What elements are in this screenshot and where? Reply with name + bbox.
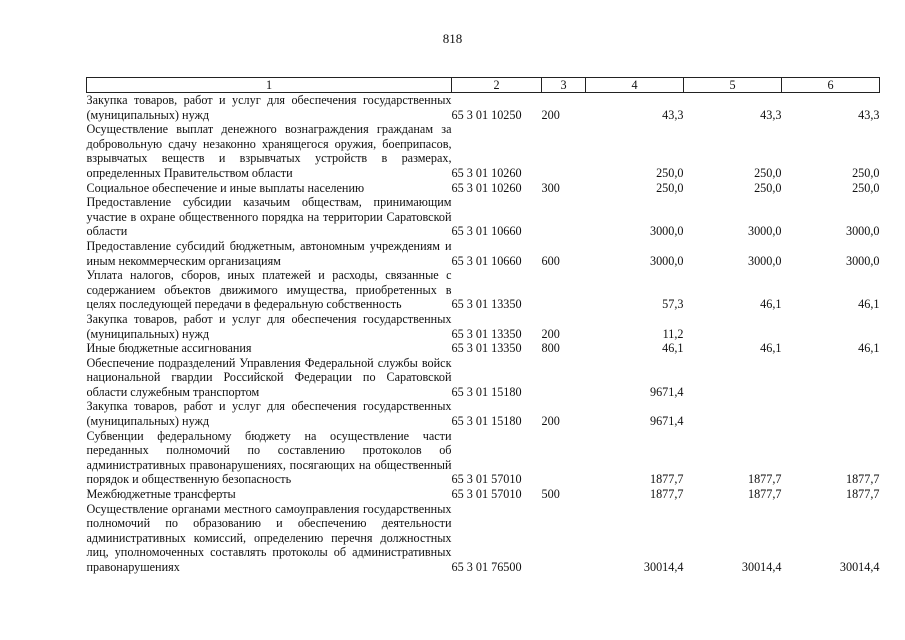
- amount-year3-cell: 46,1: [858, 341, 880, 356]
- amount-year3-cell: [782, 356, 880, 400]
- amount-year1-cell: 9671,4: [649, 414, 684, 429]
- amount-year3-cell: 3000,0: [845, 224, 880, 239]
- row-name-cell: Иные бюджетные ассигнования: [86, 341, 252, 356]
- expense-type-cell: 500: [541, 487, 560, 502]
- expense-type-cell: [542, 195, 586, 239]
- row-name-cell: Осуществление органами местного самоуправления государственных полномочий по образованию и обеспечению деятельности административных комиссий, определению перечня должностных лиц, уполномоченных составлять протоколы об административных правонарушениях: [86, 501, 452, 574]
- row-name-cell: Осуществление выплат денежного вознаграждения гражданам за добровольную сдачу незаконно хранящегося оружия, боеприпасов, взрывчатых веществ и взрывчатых устройств в размерах, определенных Правительством области: [86, 122, 452, 180]
- row-name-cell: Субвенции федеральному бюджету на осуществление части переданных полномочий по составлению протоколов об административных правонарушениях, посягающих на общественный порядок и общественную безопасность: [86, 428, 452, 487]
- expense-type-cell: 200: [541, 107, 560, 122]
- amount-year3-cell: 30014,4: [839, 560, 880, 574]
- amount-year2-cell: [684, 312, 782, 341]
- row-name-cell: Предоставление субсидии казачьим обществам, принимающим участие в охране общественного порядка на территории Саратовской области: [86, 195, 452, 239]
- amount-year1-cell: 30014,4: [643, 560, 684, 574]
- target-code-cell: 65 3 01 10660: [451, 253, 522, 268]
- target-code-cell: 65 3 01 57010: [451, 472, 522, 487]
- amount-year1-cell: 3000,0: [649, 253, 684, 268]
- amount-year2-cell: 250,0: [754, 165, 782, 180]
- table-row: [87, 239, 880, 268]
- amount-year3-cell: 250,0: [852, 180, 880, 195]
- amount-year3-cell: 1877,7: [845, 487, 880, 502]
- column-header: 1: [87, 78, 452, 93]
- row-name-cell: Межбюджетные трансферты: [86, 487, 236, 502]
- table-row: [87, 93, 880, 123]
- target-code-cell: 65 3 01 10660: [451, 224, 522, 239]
- amount-year2-cell: 46,1: [760, 341, 782, 356]
- amount-year2-cell: 30014,4: [741, 560, 782, 574]
- table-row: [87, 429, 880, 487]
- amount-year3-cell: 46,1: [858, 297, 880, 312]
- amount-year1-cell: 46,1: [662, 341, 684, 356]
- amount-year2-cell: 3000,0: [747, 253, 782, 268]
- row-name-cell: Закупка товаров, работ и услуг для обеспечения государственных (муниципальных) нужд: [86, 311, 452, 341]
- amount-year1-cell: 250,0: [656, 165, 684, 180]
- amount-year1-cell: 1877,7: [649, 487, 684, 502]
- row-name-cell: Закупка товаров, работ и услуг для обеспечения государственных (муниципальных) нужд: [86, 93, 452, 122]
- amount-year2-cell: [684, 399, 782, 428]
- target-code-cell: 65 3 01 13350: [451, 341, 522, 356]
- table-row: [87, 341, 880, 356]
- amount-year2-cell: 1877,7: [747, 472, 782, 487]
- expense-type-cell: 300: [541, 180, 560, 195]
- target-code-cell: 65 3 01 57010: [451, 487, 522, 502]
- expense-type-cell: 600: [541, 253, 560, 268]
- amount-year3-cell: [782, 312, 880, 341]
- target-code-cell: 65 3 01 10260: [451, 165, 522, 180]
- amount-year1-cell: 9671,4: [649, 384, 684, 399]
- amount-year1-cell: 1877,7: [649, 472, 684, 487]
- target-code-cell: 65 3 01 76500: [451, 560, 522, 574]
- table-row: [87, 399, 880, 428]
- target-code-cell: 65 3 01 13350: [451, 326, 522, 341]
- amount-year3-cell: 43,3: [858, 107, 880, 122]
- row-name-cell: Социальное обеспечение и иные выплаты населению: [86, 180, 365, 195]
- table-row: [87, 487, 880, 502]
- expense-type-cell: [542, 429, 586, 487]
- amount-year1-cell: 11,2: [662, 326, 684, 341]
- amount-year1-cell: 250,0: [656, 180, 684, 195]
- amount-year2-cell: 3000,0: [747, 224, 782, 239]
- table-body: [87, 93, 880, 575]
- column-header: 2: [452, 78, 542, 93]
- column-header: 6: [782, 78, 880, 93]
- column-header: 5: [684, 78, 782, 93]
- amount-year3-cell: 3000,0: [845, 253, 880, 268]
- table-row: [87, 312, 880, 341]
- target-code-cell: 65 3 01 15180: [451, 414, 522, 429]
- page-number: 818: [442, 31, 463, 46]
- target-code-cell: 65 3 01 10250: [451, 107, 522, 122]
- amount-year2-cell: [684, 356, 782, 400]
- amount-year1-cell: 3000,0: [649, 224, 684, 239]
- row-name-cell: Предоставление субсидий бюджетным, автономным учреждениям и иным некоммерческим организациям: [86, 238, 452, 268]
- amount-year2-cell: 250,0: [754, 180, 782, 195]
- expense-type-cell: 800: [541, 341, 560, 356]
- amount-year3-cell: [782, 399, 880, 428]
- amount-year3-cell: 250,0: [852, 165, 880, 180]
- table-row: [87, 122, 880, 180]
- amount-year1-cell: 57,3: [662, 297, 684, 312]
- row-name-cell: Закупка товаров, работ и услуг для обеспечения государственных (муниципальных) нужд: [86, 399, 452, 429]
- expense-type-cell: [542, 356, 586, 400]
- target-code-cell: 65 3 01 15180: [451, 384, 522, 399]
- expense-type-cell: 200: [541, 326, 560, 341]
- amount-year3-cell: 1877,7: [845, 472, 880, 487]
- budget-table: [86, 77, 880, 575]
- target-code-cell: 65 3 01 10260: [451, 180, 522, 195]
- expense-type-cell: [542, 122, 586, 180]
- column-header: 4: [586, 78, 684, 93]
- amount-year2-cell: 46,1: [760, 297, 782, 312]
- row-name-cell: Уплата налогов, сборов, иных платежей и расходы, связанные с содержанием объектов движимого имущества, приобретенных в целях последующей передачи в федеральную собственность: [86, 268, 452, 312]
- expense-type-cell: [542, 268, 586, 312]
- expense-type-cell: [542, 502, 586, 575]
- amount-year1-cell: 43,3: [662, 107, 684, 122]
- table-row: [87, 195, 880, 239]
- row-name-cell: Обеспечение подразделений Управления Федеральной службы войск национальной гвардии Российской Федерации по Саратовской области служебным транспортом: [86, 355, 452, 399]
- table-row: [87, 502, 880, 575]
- target-code-cell: 65 3 01 13350: [451, 297, 522, 312]
- table-row: [87, 268, 880, 312]
- amount-year2-cell: 1877,7: [747, 487, 782, 502]
- table-row: [87, 356, 880, 400]
- table-row: [87, 181, 880, 196]
- expense-type-cell: 200: [541, 414, 560, 429]
- table-header: [87, 78, 880, 93]
- column-header: 3: [542, 78, 586, 93]
- amount-year2-cell: 43,3: [760, 107, 782, 122]
